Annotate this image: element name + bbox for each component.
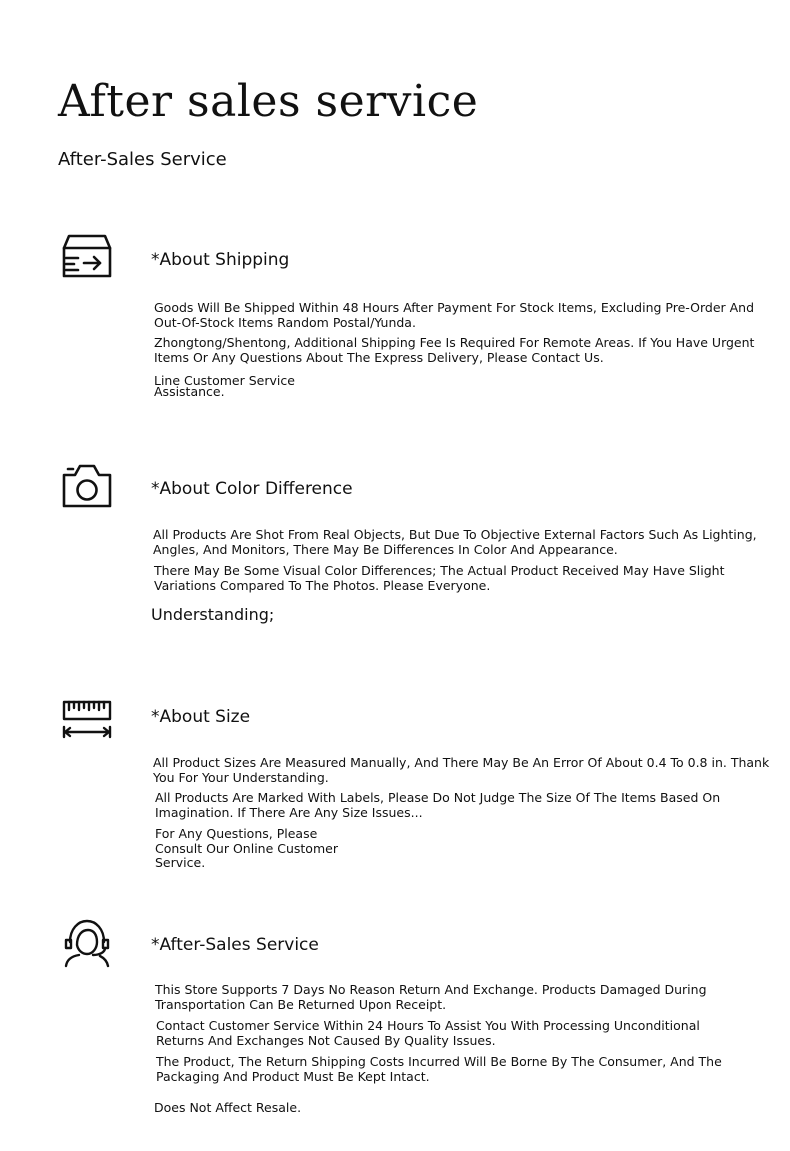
shipping-paragraph-2: Zhongtong/Shentong, Additional Shipping Fee Is Required For Remote Areas. If You Have Urgent Items Or Any Questions About The Express Delivery, Please Contact Us. [154,335,755,365]
color-paragraph-2: There May Be Some Visual Color Differences; The Actual Product Received May Have Slight Variations Compared To The Photos. Please Everyone. [154,563,725,593]
size-paragraph-1: All Product Sizes Are Measured Manually, And There May Be An Error Of About 0.4 To 0.8 in. Thank You For Your Understanding. [153,755,770,785]
section-heading-shipping: *About Shipping [151,250,290,270]
size-paragraph-3: For Any Questions, Please Consult Our Online Customer Service. [155,826,338,870]
ruler-icon [60,696,114,746]
box-shipping-icon [60,232,114,282]
section-heading-after-sales: *After-Sales Service [151,935,319,955]
customer-service-headset-icon [60,918,114,968]
camera-icon [60,461,114,511]
section-heading-size: *About Size [151,707,251,727]
section-heading-color: *About Color Difference [151,479,353,499]
after-sales-paragraph-1: This Store Supports 7 Days No Reason Return And Exchange. Products Damaged During Transportation Can Be Returned Upon Receipt. [155,982,707,1012]
size-paragraph-2: All Products Are Marked With Labels, Please Do Not Judge The Size Of The Items Based On Imagination. If There Are Any Size Issues... [155,790,721,820]
after-sales-paragraph-3: The Product, The Return Shipping Costs Incurred Will Be Borne By The Consumer, And The Packaging And Product Must Be Kept Intact. [156,1054,722,1084]
shipping-paragraph-3: Line Customer Service Assistance. [154,373,295,399]
after-sales-paragraph-4: Does Not Affect Resale. [154,1100,302,1115]
color-footer: Understanding; [151,605,275,624]
color-paragraph-1: All Products Are Shot From Real Objects, But Due To Objective External Factors Such As Lighting, Angles, And Monitors, There May Be Differences In Color And Appearance. [153,527,757,557]
after-sales-paragraph-2: Contact Customer Service Within 24 Hours To Assist You With Processing Unconditional Returns And Exchanges Not Caused By Quality Issues. [156,1018,700,1048]
page-title: After sales service [58,76,479,127]
shipping-paragraph-1: Goods Will Be Shipped Within 48 Hours After Payment For Stock Items, Excluding Pre-Order And Out-Of-Stock Items Random Postal/Yunda. [154,300,755,330]
page-subtitle: After-Sales Service [58,149,227,170]
